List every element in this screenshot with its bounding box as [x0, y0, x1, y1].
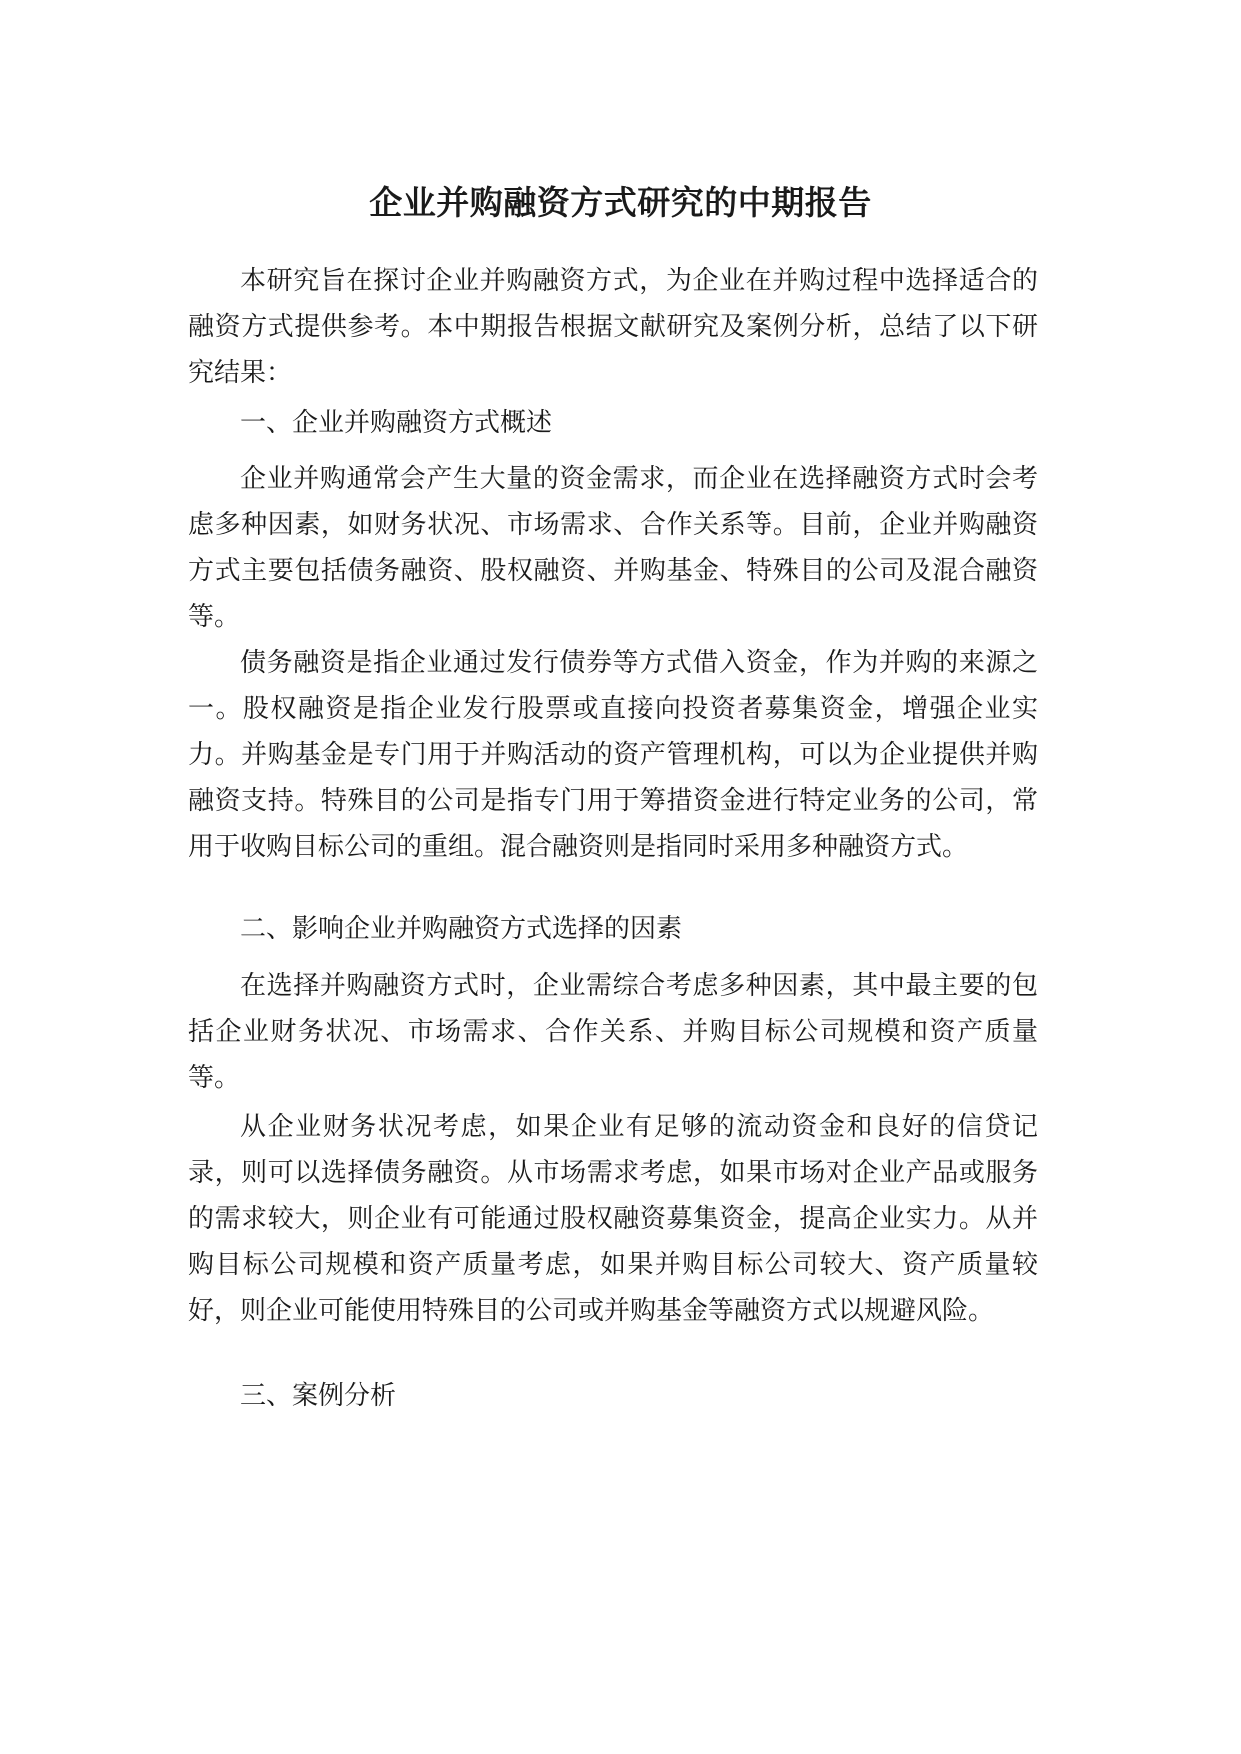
section-2-p1-text: 在选择并购融资方式时，企业需综合考虑多种因素，其中最主要的包括企业财务状况、市场需求、合作关系、并购目标公司规模和资产质量等。 — [188, 971, 1038, 1093]
section-1-heading-block — [188, 400, 1038, 446]
section-1-p2-text: 债务融资是指企业通过发行债券等方式借入资金，作为并购的来源之一。股权融资是指企业发行股票或直接向投资者募集资金，增强企业实力。并购基金是专门用于并购活动的资产管理机构，可以为企业提供并购融资支持。特殊目的公司是指专门用于筹措资金进行特定业务的公司，常用于收购目标公司的重组。混合融资则是指同时采用多种融资方式。 — [188, 648, 1038, 862]
section-2-heading: 二、影响企业并购融资方式选择的因素 — [240, 914, 683, 944]
section-1-p1-text: 企业并购通常会产生大量的资金需求，而企业在选择融资方式时会考虑多种因素，如财务状况、市场需求、合作关系等。目前，企业并购融资方式主要包括债务融资、股权融资、并购基金、特殊目的公司及混合融资等。 — [188, 464, 1038, 632]
section-3-heading-block — [188, 1373, 1038, 1419]
section-2-heading-block — [188, 906, 1038, 952]
intro-paragraph — [188, 258, 1038, 396]
intro-text: 本研究旨在探讨企业并购融资方式，为企业在并购过程中选择适合的融资方式提供参考。本中期报告根据文献研究及案例分析，总结了以下研究结果： — [188, 266, 1038, 388]
section-2-p2-text: 从企业财务状况考虑，如果企业有足够的流动资金和良好的信贷记录，则可以选择债务融资。从市场需求考虑，如果市场对企业产品或服务的需求较大，则企业有可能通过股权融资募集资金，提高企业实力。从并购目标公司规模和资产质量考虑，如果并购目标公司较大、资产质量较好，则企业可能使用特殊目的公司或并购基金等融资方式以规避风险。 — [188, 1112, 1038, 1326]
section-2-paragraph-2 — [188, 1104, 1038, 1334]
section-1-paragraph-1 — [188, 456, 1038, 640]
section-2-paragraph-1 — [188, 963, 1038, 1101]
section-3-heading: 三、案例分析 — [240, 1381, 397, 1411]
section-1-heading: 一、企业并购融资方式概述 — [240, 408, 553, 438]
document-title: 企业并购融资方式研究的中期报告 — [369, 183, 872, 222]
section-1-paragraph-2 — [188, 640, 1038, 870]
